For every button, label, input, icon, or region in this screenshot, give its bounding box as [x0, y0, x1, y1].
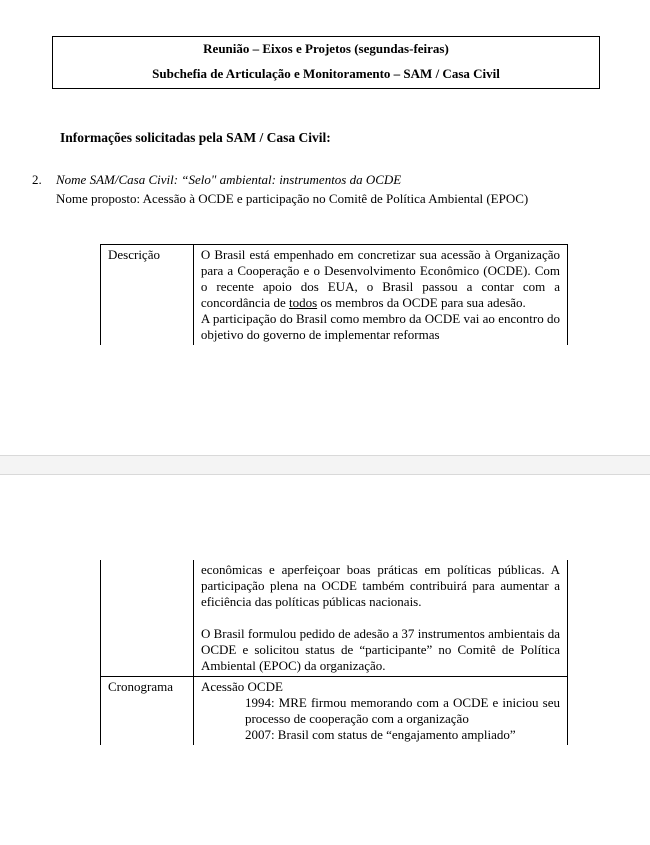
info-table-part-1: [100, 244, 568, 345]
item-title: Nome SAM/Casa Civil: “Selo" ambiental: instrumentos da OCDE: [56, 172, 402, 187]
section-title: Informações solicitadas pela SAM / Casa Civil:: [60, 130, 331, 145]
meeting-subtitle: Subchefia de Articulação e Monitoramento – SAM / Casa Civil: [152, 66, 500, 81]
descricao-paragraph-1-start: O Brasil está empenhado em concretizar sua acessão à Organização para a Cooperação e o Desenvolvimento Econômico (OCDE). Com o recente apoio dos EUA, o Brasil passou a contar com a concordância de: [200, 247, 560, 310]
descricao-paragraph-2-start: A participação do Brasil como membro da OCDE vai ao encontro do objetivo do governo de implementar reformas: [200, 311, 560, 342]
descricao-paragraph-1-end: os membros da OCDE para sua adesão.: [317, 295, 526, 310]
item-proposed-name: Nome proposto: Acessão à OCDE e participação no Comitê de Política Ambiental (EPOC): [56, 191, 529, 206]
cronograma-cell: [193, 677, 567, 746]
cronograma-heading: Acessão OCDE: [200, 679, 283, 694]
meeting-header-box: [52, 36, 600, 89]
cronograma-item-2007: 2007: Brasil com status de “engajamento ampliado”: [244, 727, 516, 742]
meeting-title: Reunião – Eixos e Projetos (segundas-feiras): [203, 41, 449, 56]
descricao-cell: [193, 245, 567, 346]
descricao-label: Descrição: [101, 245, 194, 346]
page-break-gap: [0, 455, 650, 475]
info-table-part-2: [100, 560, 568, 745]
cronograma-label: Cronograma: [101, 677, 194, 746]
descricao-label-continued: [101, 560, 194, 677]
item-number: 2.: [32, 172, 42, 187]
document-page-2: [0, 475, 650, 845]
cronograma-item-1994: 1994: MRE firmou memorando com a OCDE e iniciou seu processo de cooperação com a organização: [244, 695, 560, 726]
descricao-paragraph-2-end: econômicas e aperfeiçoar boas práticas em políticas públicas. A participação plena na OCDE também contribuirá para aumentar a eficiência das políticas públicas nacionais.: [200, 562, 560, 609]
descricao-paragraph-3: O Brasil formulou pedido de adesão a 37 instrumentos ambientais da OCDE e solicitou status de “participante” no Comitê de Política Ambiental (EPOC) da organização.: [200, 626, 560, 673]
descricao-underlined-word: todos: [288, 295, 318, 310]
descricao-cell-continued: [193, 560, 567, 677]
